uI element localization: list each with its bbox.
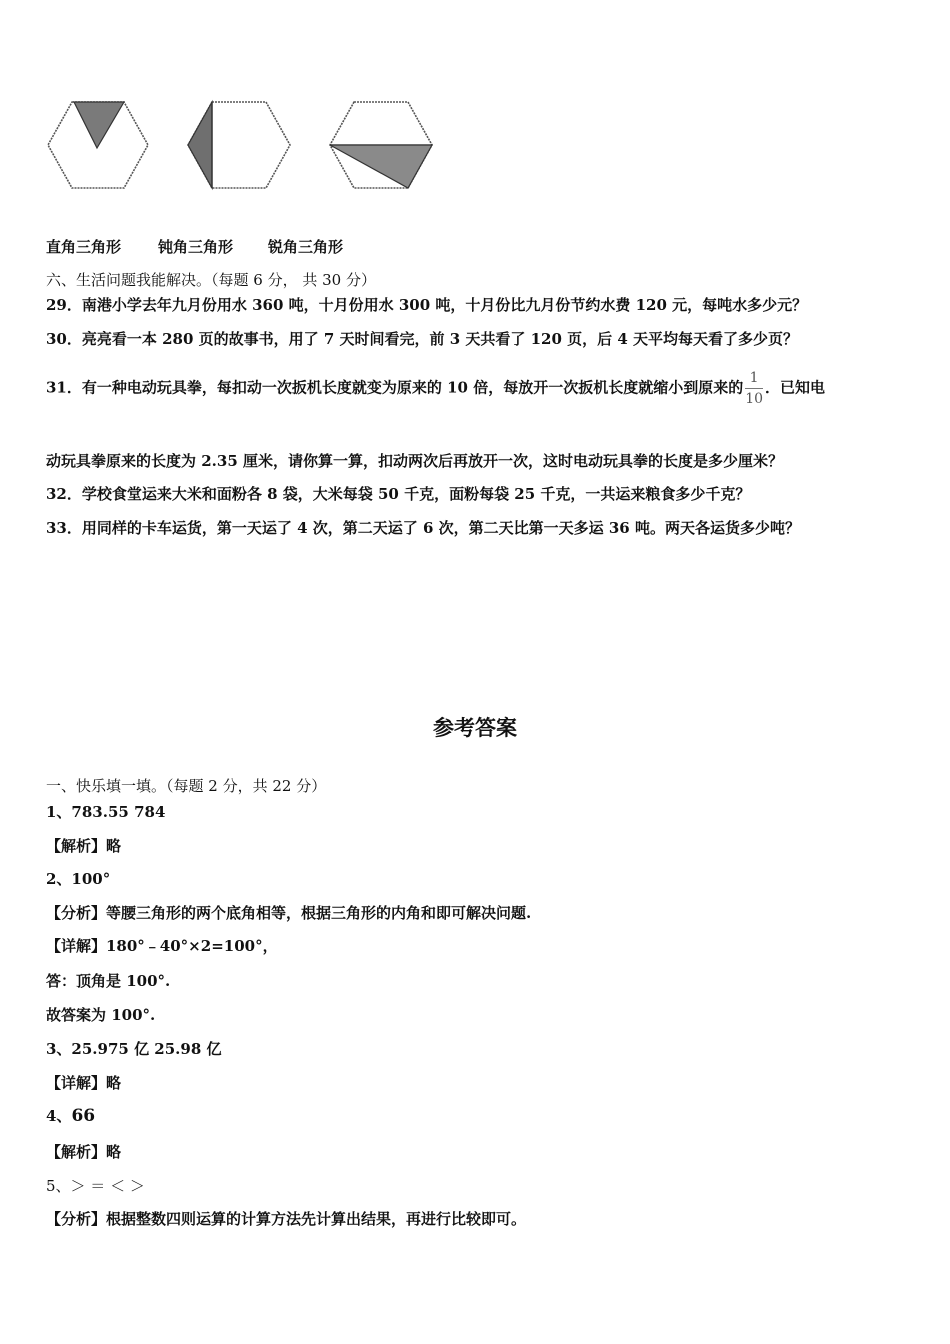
answer-2: 2、100° [46, 870, 111, 888]
fraction-numerator: 1 [745, 370, 763, 389]
answer-1-note: 【解析】略 [46, 837, 122, 855]
answer-4-note: 【解析】略 [46, 1143, 122, 1161]
figure-hexagon-obtuse-triangle [186, 98, 292, 192]
answer-4 [46, 1106, 95, 1126]
fraction-denominator: 10 [745, 391, 764, 407]
fraction-one-tenth [745, 370, 763, 407]
question-32: 32．学校食堂运来大米和面粉各 8 袋，大米每袋 50 千克，面粉每袋 25 千克，一共运来粮食多少千克？ [46, 485, 751, 503]
answer-2-detail: 【详解】180°﹣40°×2=100°， [46, 937, 278, 955]
question-31-text: 31．有一种电动玩具拳，每扣动一次扳机长度就变为原来的 10 倍，每放开一次扳机长度就缩小到原来的 [46, 378, 744, 397]
answer-5-analysis: 【分析】根据整数四则运算的计算方法先计算出结果，再进行比较即可。 [46, 1210, 527, 1228]
question-30: 30．亮亮看一本 280 页的故事书，用了 7 天时间看完，前 3 天共看了 120 页，后 4 天平均每天看了多少页？ [46, 330, 799, 348]
answers-section1-heading: 一、快乐填一填。（每题 2 分，共 22 分） [46, 777, 327, 795]
answer-3: 3、25.975 亿 25.98 亿 [46, 1040, 222, 1058]
answer-3-note: 【详解】略 [46, 1074, 122, 1092]
answer-4-value: 66 [71, 1106, 96, 1126]
question-33: 33．用同样的卡车运货，第一天运了 4 次，第二天运了 6 次，第二天比第一天多运 36 吨。两天各运货多少吨？ [46, 519, 800, 537]
question-31-text-end: ．已知电 [765, 378, 826, 397]
answers-title: 参考答案 [433, 715, 517, 740]
figure-caption-obtuse: 钝角三角形 [158, 238, 234, 256]
answer-2-final: 故答案为 100°. [46, 1006, 156, 1024]
answer-2-analysis: 【分析】等腰三角形的两个底角相等，根据三角形的内角和即可解决问题. [46, 904, 532, 922]
figure-hexagon-acute-triangle [328, 98, 434, 192]
answer-5: 5、＞ ＝ ＜ ＞ [46, 1177, 145, 1195]
answer-2-answer: 答：顶角是 100°. [46, 972, 171, 990]
figure-caption-acute: 锐角三角形 [268, 238, 344, 256]
question-31 [46, 370, 825, 407]
answer-4-prefix: 4、 [46, 1107, 72, 1125]
figure-hexagon-right-triangle [46, 98, 150, 192]
section6-heading: 六、生活问题我能解决。（每题 6 分， 共 30 分） [46, 271, 376, 289]
answer-1: 1、783.55 784 [46, 803, 166, 821]
figure-caption-right: 直角三角形 [46, 238, 122, 256]
question-29: 29．南港小学去年九月份用水 360 吨，十月份用水 300 吨，十月份比九月份节约水费 120 元，每吨水多少元？ [46, 296, 808, 314]
question-31-line2: 动玩具拳原来的长度为 2.35 厘米，请你算一算，扣动两次后再放开一次，这时电动玩具拳的长度是多少厘米？ [46, 452, 783, 470]
